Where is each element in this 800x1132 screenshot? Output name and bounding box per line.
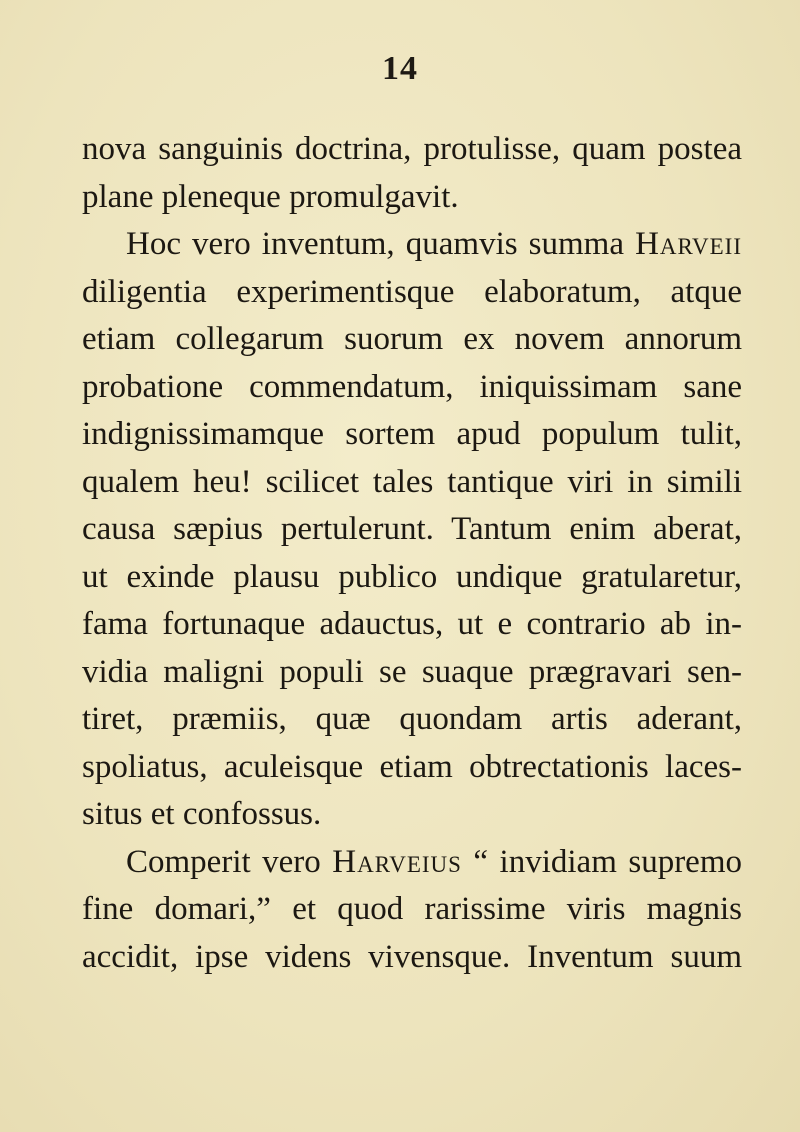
text-line: probatione commendatum, iniquissimam sane <box>82 368 742 405</box>
text-line: causa sæpius pertulerunt. Tantum enim aberat, <box>82 511 742 547</box>
text-line: spoliatus, aculeisque etiam obtrectationis laces- <box>82 748 742 785</box>
text-line: indignissimamque sortem apud populum tulit, <box>82 416 742 452</box>
text-segment: “ invidiam supremo <box>461 843 742 880</box>
text-line <box>82 839 742 887</box>
text-line: vidia maligni populi se suaque prægravari sen- <box>82 653 742 690</box>
text-line: plane pleneque promulgavit. <box>82 178 459 215</box>
text-line: tiret, præmiis, quæ quondam artis aderant, <box>82 701 742 737</box>
text-line: fama fortunaque adauctus, ut e contrario ab in- <box>82 606 742 642</box>
page-number: 14 <box>382 50 418 87</box>
text-segment: Comperit vero <box>126 843 333 880</box>
text-line: situs et confossus. <box>82 796 322 832</box>
text-line: etiam collegarum suorum ex novem annorum <box>82 321 742 357</box>
text-line: diligentia experimentisque elaboratum, atque <box>82 273 742 310</box>
text-segment: Hoc vero inventum, quamvis summa <box>126 226 636 262</box>
text-line: ut exinde plausu publico undique gratularetur, <box>82 558 742 595</box>
text-line: accidit, ipse videns vivensque. Inventum suum <box>82 938 742 975</box>
body-text <box>82 126 742 981</box>
author-name: Harveius <box>332 843 462 880</box>
text-line: qualem heu! scilicet tales tantique viri in simili <box>82 463 742 500</box>
text-line: fine domari,” et quod rarissime viris magnis <box>82 891 742 927</box>
text-line: nova sanguinis doctrina, protulisse, quam postea <box>82 131 742 167</box>
text-line <box>82 221 742 269</box>
author-name: Harveii <box>635 226 742 262</box>
